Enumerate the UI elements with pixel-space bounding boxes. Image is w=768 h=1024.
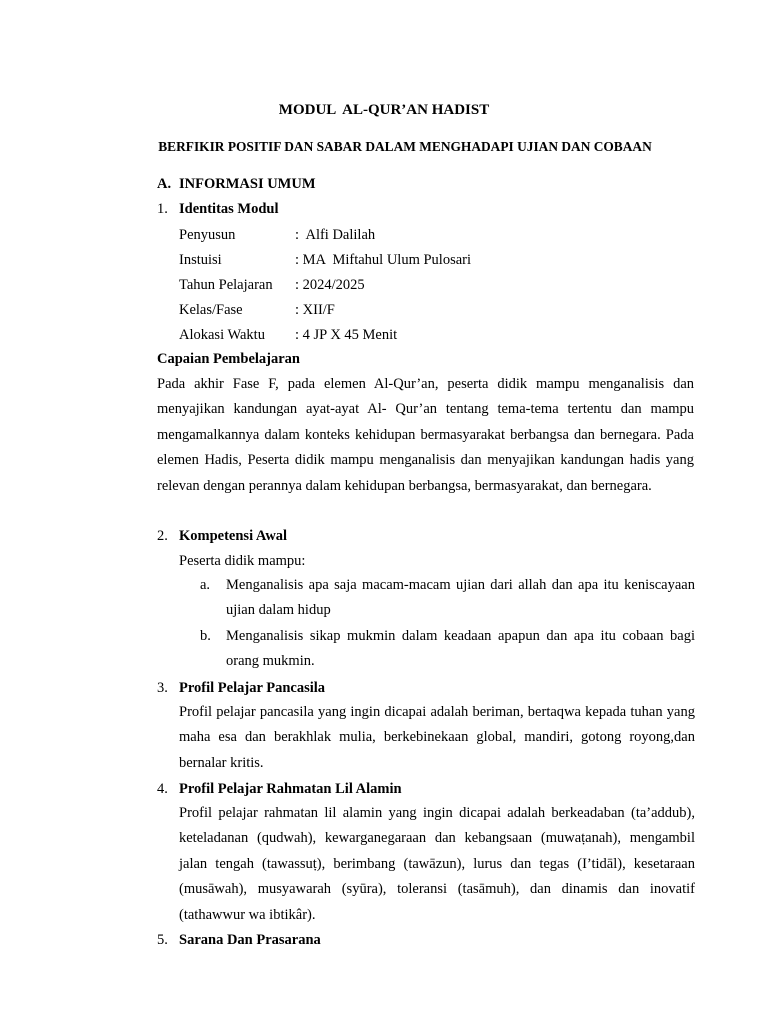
module-subtitle: BERFIKIR POSITIF DAN SABAR DALAM MENGHADAPI UJIAN DAN COBAAN: [158, 139, 652, 154]
capaian-paragraph: Pada akhir Fase F, pada elemen Al-Qur’an, peserta didik mampu menganalisis dan menyajikan kandungan ayat-ayat Al- Qur’an tentang tema-tema tertentu dan mampu mengamalkannya dalam konteks kehidupan bermasyarakat berbangsa dan bernegara. Pada elemen Hadis, Peserta didik mampu menganalisis dan menyajikan kandungan hadis yang relevan dengan perannya dalam kehidupan berbangsa, bermasyarakat, dan bernegara.: [157, 376, 694, 494]
heading-sarana-prasarana: [157, 932, 321, 949]
module-title: MODUL AL-QUR’AN HADIST: [278, 102, 490, 118]
profil-rahmatan-paragraph: Profil pelajar rahmatan lil alamin yang ingin dicapai adalah berkeadaban (ta’addub), keteladanan (qudwah), kewarganegaraan dan kebangsaan (muwaṭanah), mengambil jalan tengah (tawassuṭ), berimbang (tawāzun), lurus dan tegas (I’tidāl), kesetaraan (musāwah), musyawarah (syūra), toleransi (tasāmuh), dan dinamis dan inovatif (tathawwur wa ibtikâr).: [179, 805, 695, 923]
list-item-text: Menganalisis apa saja macam-macam ujian dari allah dan apa itu keniscayaan ujian dalam hidup: [226, 577, 695, 619]
identity-row-penyusun: [179, 227, 699, 247]
identity-value: : XII/F: [295, 302, 335, 318]
identity-value: : Alfi Dalilah: [295, 227, 376, 243]
identity-label: Alokasi Waktu: [179, 327, 265, 343]
item-title: Profil Pelajar Pancasila: [179, 680, 326, 696]
identity-label: Instuisi: [179, 252, 222, 268]
identity-value: : 4 JP X 45 Menit: [295, 327, 398, 343]
identity-value: : 2024/2025: [295, 277, 365, 293]
section-informasi-umum: [157, 176, 316, 193]
identity-row-instuisi: [179, 252, 699, 272]
heading-profil-pelajar-pancasila: [157, 680, 325, 697]
section-title: INFORMASI UMUM: [179, 176, 316, 192]
list-marker: a.: [200, 577, 211, 593]
list-item: [200, 624, 695, 675]
item-number: 5.: [157, 932, 168, 948]
item-number: 1.: [157, 201, 168, 217]
heading-profil-rahmatan-lil-alamin: [157, 781, 402, 798]
item-title: Identitas Modul: [179, 201, 279, 217]
identity-row-alokasi-waktu: [179, 327, 699, 347]
identity-label: Penyusun: [179, 227, 236, 243]
identity-value: : MA Miftahul Ulum Pulosari: [295, 252, 472, 268]
kompetensi-list: [200, 573, 695, 675]
item-title: Kompetensi Awal: [179, 528, 288, 544]
heading-capaian-pembelajaran: Capaian Pembelajaran: [157, 351, 300, 367]
identity-row-kelas-fase: [179, 302, 699, 322]
item-title: Profil Pelajar Rahmatan Lil Alamin: [179, 781, 402, 797]
list-item: [200, 573, 695, 624]
list-item-text: Menganalisis sikap mukmin dalam keadaan apapun dan apa itu cobaan bagi orang mukmin.: [226, 627, 695, 670]
profil-pancasila-paragraph: Profil pelajar pancasila yang ingin dicapai adalah beriman, bertaqwa kepada tuhan yang maha esa dan berakhlak mulia, berkebinekaan global, mandiri, gotong royong,dan bernalar kritis.: [179, 704, 695, 771]
item-number: 4.: [157, 781, 168, 797]
kompetensi-intro: Peserta didik mampu:: [179, 553, 306, 569]
identity-row-tahun-pelajaran: [179, 277, 699, 297]
heading-kompetensi-awal: [157, 528, 287, 545]
section-marker: A.: [157, 176, 172, 192]
item-title: Sarana Dan Prasarana: [179, 932, 321, 948]
list-marker: b.: [200, 627, 211, 644]
item-number: 3.: [157, 680, 168, 696]
identity-label: Tahun Pelajaran: [179, 277, 273, 293]
heading-identitas-modul: [157, 201, 279, 218]
item-number: 2.: [157, 528, 168, 544]
identity-label: Kelas/Fase: [179, 302, 243, 318]
